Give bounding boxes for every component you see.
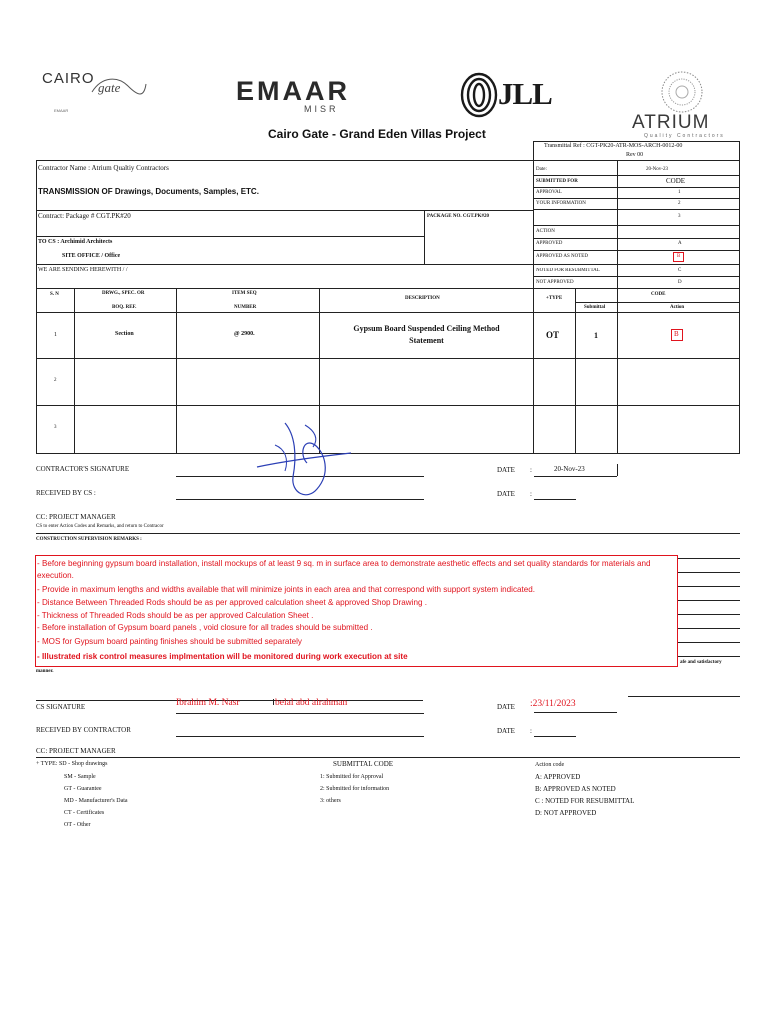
remark-4: - Thickness of Threaded Rods should be as per approved Calculation Sheet . <box>37 611 314 620</box>
cs-signature-label: CS SIGNATURE <box>36 703 86 711</box>
cs-cc-pm: CC: PROJECT MANAGER <box>36 747 116 755</box>
legend-type-4: CT - Certificates <box>64 810 105 816</box>
legend-action-3: D: NOT APPROVED <box>535 809 597 817</box>
emaar-logo-text: EMAAR <box>236 76 350 106</box>
th-drwg-1: DRWG., SPEC. OR <box>102 291 145 296</box>
side-not-approved-code: D <box>678 280 682 285</box>
side-date-value: 20-Nov-23 <box>646 167 668 172</box>
remark-5: - Before installation of Gypsum board panels , void closure for all trades should be submitted . <box>37 623 373 632</box>
jll-rings-icon <box>460 72 498 118</box>
cs-date-value: :23/11/2023 <box>530 699 576 709</box>
row1-sn: 1 <box>54 332 57 338</box>
sig-date-value: 20-Nov-23 <box>554 465 585 473</box>
cs-date-label-2: DATE <box>497 727 515 735</box>
row1-desc-1: Gypsum Board Suspended Ceiling Method <box>353 324 500 333</box>
contractor-signature-label: CONTRACTOR'S SIGNATURE <box>36 465 130 473</box>
row1-action: B <box>674 330 679 338</box>
row1-item: @ 2900. <box>234 331 255 337</box>
side-your-information: YOUR INFORMATION <box>536 201 586 206</box>
side-code-head: CODE <box>666 177 686 185</box>
th-description: DESCRIPTION <box>405 296 440 301</box>
side-not-approved: NOT APPROVED <box>536 280 574 285</box>
legend-type-0: + TYPE: SD - Shop drawings <box>36 761 108 767</box>
th-sn: S. N <box>50 292 59 297</box>
legend-action-1: B: APPROVED AS NOTED <box>535 785 616 793</box>
row1-submittal: 1 <box>594 331 598 340</box>
th-type: +TYPE <box>546 296 563 301</box>
side-approved-as-noted: APPROVED AS NOTED <box>536 254 588 259</box>
package-no: PACKAGE NO. CGT.PK#20 <box>427 214 490 219</box>
remarks-cut-left: manner. <box>36 669 54 674</box>
atrium-logo-text: ATRIUM <box>632 112 710 133</box>
jll-logo <box>460 72 560 120</box>
cc-pm: CC: PROJECT MANAGER <box>36 513 116 521</box>
site-office: SITE OFFICE / Office <box>62 253 121 259</box>
sig-date-colon: : <box>530 466 532 474</box>
atrium-logo-sub: Quality Contractors <box>644 133 725 139</box>
cairo-gate-logo-text: CAIRO <box>42 70 95 87</box>
cairo-gate-logo-sub: EMAAR <box>54 108 69 113</box>
remark-6: - MOS for Gypsum board painting finishes should be submitted separately <box>37 637 302 646</box>
legend-type-3: MD - Manufacturer's Data <box>64 798 128 804</box>
received-by-cs: RECEIVED BY CS : <box>36 489 96 497</box>
transmittal-rev: Rev 00 <box>626 152 644 158</box>
cs-instruction: CS to enter Action Codes and Remarks, and return to Contracor <box>36 524 164 529</box>
contractor-signature-scribble <box>255 415 355 505</box>
received-by-contractor: RECEIVED BY CONTRACTOR <box>36 726 131 734</box>
side-approval: APPROVAL <box>536 190 562 195</box>
atrium-logo <box>626 70 746 140</box>
emaar-logo-sub: MISR <box>304 104 339 114</box>
side-noted-for-resubmittal: NOTED FOR RESUBMITTAL <box>536 268 600 273</box>
to-cs: TO CS : Archimid Architects <box>38 239 113 245</box>
legend-submittal-title: SUBMITTAL CODE <box>333 760 394 768</box>
remarks-cut-right: afe and satisfactory <box>680 660 722 665</box>
side-approval-code: 1 <box>678 190 681 195</box>
form-frame <box>36 160 740 454</box>
cairo-gate-swirl-icon <box>88 72 148 102</box>
cs-signer-2: belal abd alrahman <box>275 698 348 708</box>
remark-7: - Illustrated risk control measures implmentation will be monitored during work execution at site <box>37 652 408 661</box>
legend-action-2: C : NOTED FOR RESUBMITTAL <box>535 797 635 805</box>
contract-package: Contract: Package # CGT.PK#20 <box>38 212 131 220</box>
legend-action-title: Action code <box>535 762 565 768</box>
contractor-name: Contractor Name : Atrium Qualtiy Contractors <box>38 164 169 172</box>
cairo-gate-logo <box>40 68 150 118</box>
remark-3: - Distance Between Threaded Rods should be as per approved calculation sheet & approved Shop Drawing . <box>37 598 427 607</box>
side-date-label: Date: <box>536 167 547 172</box>
cs-date-colon-2: : <box>530 727 532 735</box>
th-submittal: Submittal <box>584 305 606 310</box>
sending-herewith: WE ARE SENDING HEREWITH / / <box>38 267 128 273</box>
side-approved: APPROVED <box>536 241 563 246</box>
row3-sn: 3 <box>54 425 57 430</box>
row1-desc-2: Statement <box>409 336 444 345</box>
row1-type: OT <box>546 330 560 340</box>
legend-submittal-0: 1: Submitted for Approval <box>320 774 384 780</box>
side-your-information-code: 2 <box>678 201 681 206</box>
transmittal-ref: Transmittal Ref : CGT-PK20-ATR-MOS-ARCH-0012-00 <box>544 143 683 149</box>
cairo-gate-logo-script: gate <box>98 80 121 95</box>
side-approved-code: A <box>678 241 682 246</box>
legend-submittal-1: 2: Submitted for information <box>320 786 390 792</box>
side-action: ACTION <box>536 229 555 234</box>
legend-type-1: SM - Sample <box>64 774 96 780</box>
side-blank-code: 3 <box>678 214 681 219</box>
side-submitted-for: SUBMITTED FOR <box>536 179 578 184</box>
legend-action-0: A: APPROVED <box>535 773 581 781</box>
sig-date-colon-2: : <box>530 490 532 498</box>
th-item-1: ITEM SEQ <box>232 291 257 296</box>
th-action: Action <box>670 305 685 310</box>
remark-2: - Provide in maximum lengths and widths available that will minimize joints in each area and that correspond with support system indicated. <box>37 585 536 594</box>
cs-signer-1: Ibrahim M. Nasr <box>176 698 240 708</box>
emaar-logo <box>236 76 416 116</box>
cs-date-label: DATE <box>497 703 515 711</box>
remark-1: - Before beginning gypsum board installation, install mockups of at least 9 sq. m in surface area to demonstrate aesthetic effects and set quality standards for materials and execution. <box>37 559 651 580</box>
th-item-2: NUMBER <box>234 305 257 310</box>
side-approved-as-noted-code: B <box>677 254 681 259</box>
th-code: CODE <box>651 292 666 297</box>
legend-type-2: GT - Guarantee <box>64 786 102 792</box>
side-noted-for-resubmittal-code: C <box>678 268 682 273</box>
transmission-title: TRANSMISSION OF Drawings, Documents, Samples, ETC. <box>38 187 259 196</box>
th-drwg-2: BOQ. REF. <box>112 305 137 310</box>
row2-sn: 2 <box>54 378 57 383</box>
legend-submittal-2: 3: others <box>320 798 341 804</box>
legend-type-5: OT - Other <box>64 822 91 828</box>
row1-ref: Section <box>115 331 134 337</box>
jll-logo-text: JLL <box>498 76 552 111</box>
atrium-emblem-icon <box>660 70 704 114</box>
sig-date-label: DATE <box>497 466 515 474</box>
project-title: Cairo Gate - Grand Eden Villas Project <box>268 127 486 141</box>
sig-date-label-2: DATE <box>497 490 515 498</box>
csr-remarks-label: CONSTRUCTION SUPERVISION REMARKS : <box>36 537 142 542</box>
